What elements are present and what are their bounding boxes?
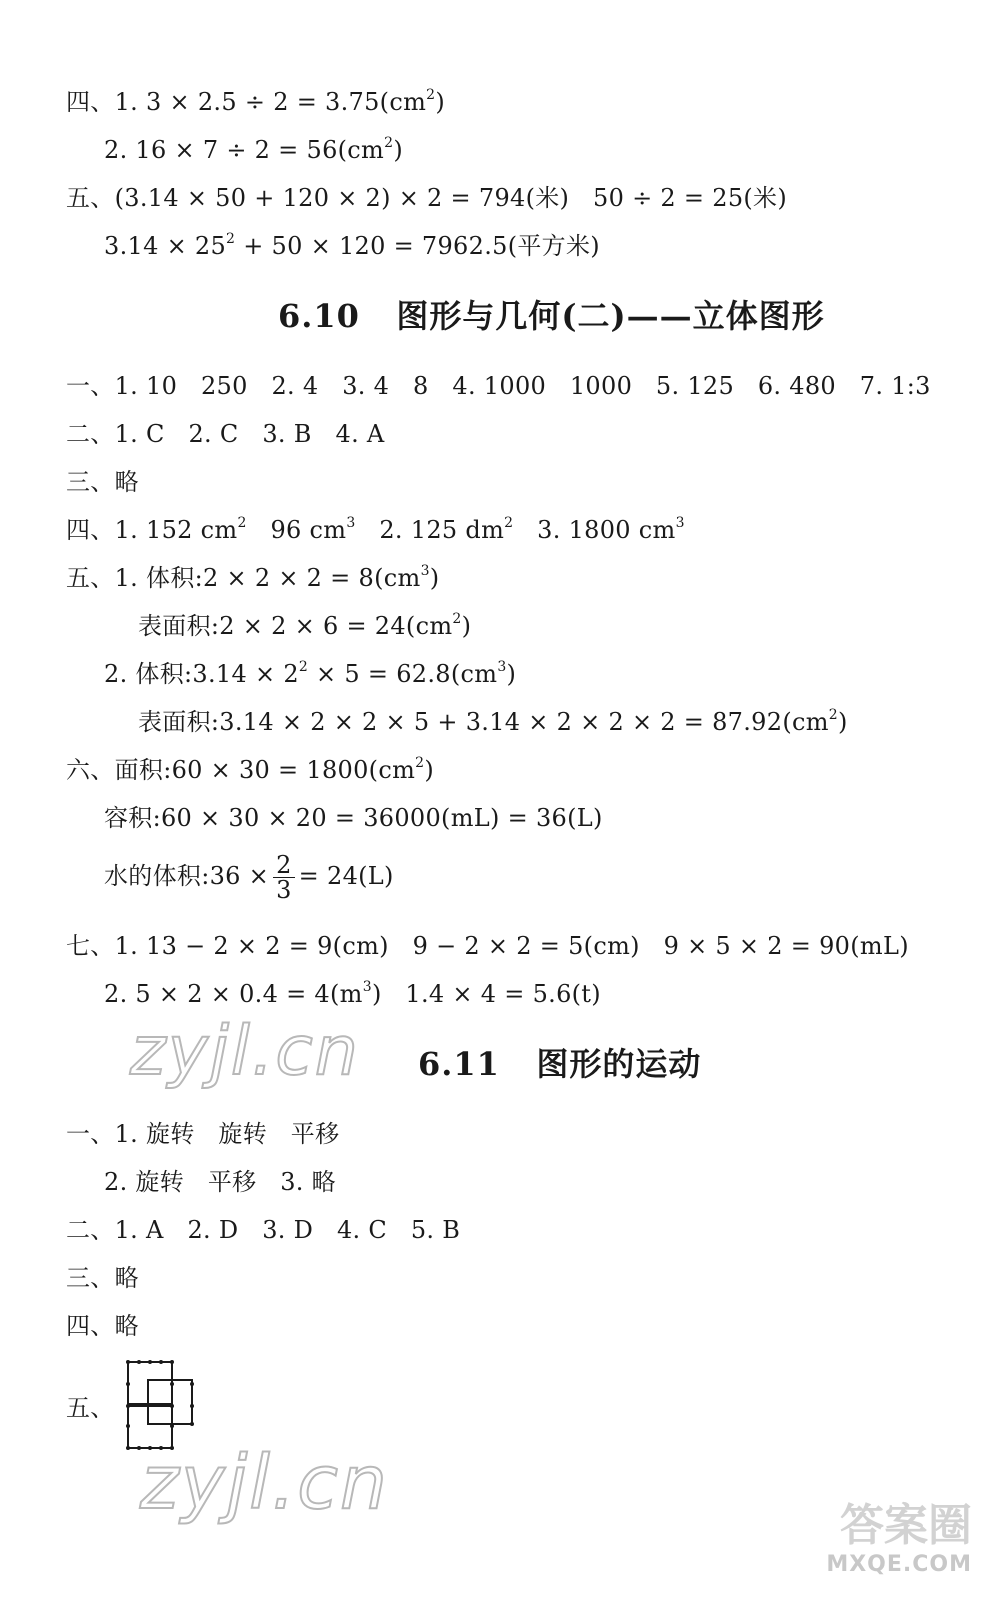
answer-610-7-1: 七、1. 13 − 2 × 2 = 9(cm) 9 − 2 × 2 = 5(cm) 9 × 5 × 2 = 90(mL) xyxy=(66,932,909,960)
square-top xyxy=(128,1362,172,1406)
section-heading-6-11: 6.11 图形的运动 xyxy=(418,1045,702,1083)
answer-5-line2: $3.14 \times 25^2 + 50 \times 120 = 7962.5$(平方米) xyxy=(104,231,600,260)
fraction: $\frac{2}{3}$ xyxy=(273,853,295,902)
answer-611-1-2: 2. 旋转 平移 3. 略 xyxy=(104,1168,336,1196)
watermark-corner-url: MXQE.COM xyxy=(826,1552,972,1577)
square-right xyxy=(148,1380,192,1424)
answer-610-5-1a: 五、1. 体积:2 × $2 \times 2 = 8(cm^3)$ xyxy=(66,563,440,592)
watermark-corner-logo xyxy=(772,1500,972,1590)
section-heading-6-10: 6.10 图形与几何(二)——立体图形 xyxy=(278,297,825,335)
answer-610-6c: 水的体积:36 × $\frac{2}{3}$ = 24(L) xyxy=(104,851,394,904)
answer-610-3: 三、略 xyxy=(66,468,139,496)
answer-610-5-2b: 表面积:3.14 × $2 \times 2 \times 5 + 3.14 \times 2 \times 2 \times 2 = 87.92(cm^2)$ xyxy=(138,707,848,736)
answer-610-6a: 六、面积:60 × $30 = 1800(cm^2)$ xyxy=(66,755,435,784)
watermark-mid: zyjl.cn xyxy=(130,1012,360,1091)
answer-610-5-1b: 表面积:2 × $2 \times 6 = 24(cm^2)$ xyxy=(138,611,472,640)
answer-611-5: 五、 xyxy=(66,1394,115,1422)
answer-5-line1: 五、(3.14 × 50 + 120 × 2) × 2 = 794(米) 50 ÷ 2 = 25(米) xyxy=(66,184,788,212)
answer-4-2: 2. $16 \times 7 \div 2 = 56(cm^2)$ xyxy=(104,135,403,164)
answer-610-1: 一、1. 10 250 2. 4 3. 4 8 4. 1000 1000 5. 125 6. 480 7. 1:3 xyxy=(66,372,931,400)
answer-610-4: 四、1. 152 $cm^2$ 96 $cm^3$ 2. 125 $dm^2$ 3. 1800 $cm^3$ xyxy=(66,515,685,544)
answer-611-1-1: 一、1. 旋转 旋转 平移 xyxy=(66,1120,340,1148)
answer-4-1: 四、1. $3 \times 2.5 \div 2 = 3.75(cm^2)$ xyxy=(66,87,446,116)
answer-611-4: 四、略 xyxy=(66,1312,139,1340)
answer-611-3: 三、略 xyxy=(66,1264,139,1292)
answer-610-5-2a: 2. 体积:3.14 × $2^2 \times 5 = 62.8(cm^3)$ xyxy=(104,659,517,688)
answer-610-7-2: 2. $5 \times 2 \times 0.4 = 4(m^3) 1.4 \times 4 = 5.6(t)$ xyxy=(104,979,601,1008)
answer-611-2: 二、1. A 2. D 3. D 4. C 5. B xyxy=(66,1216,461,1244)
watermark-corner-title: 答案圈 xyxy=(840,1500,972,1551)
answer-610-6b: 容积:60 × 30 × 20 = 36000(mL) = 36(L) xyxy=(104,804,603,832)
answer-610-2: 二、1. C 2. C 3. B 4. A xyxy=(66,420,385,448)
watermark-bottom: zyjl.cn xyxy=(140,1440,389,1526)
